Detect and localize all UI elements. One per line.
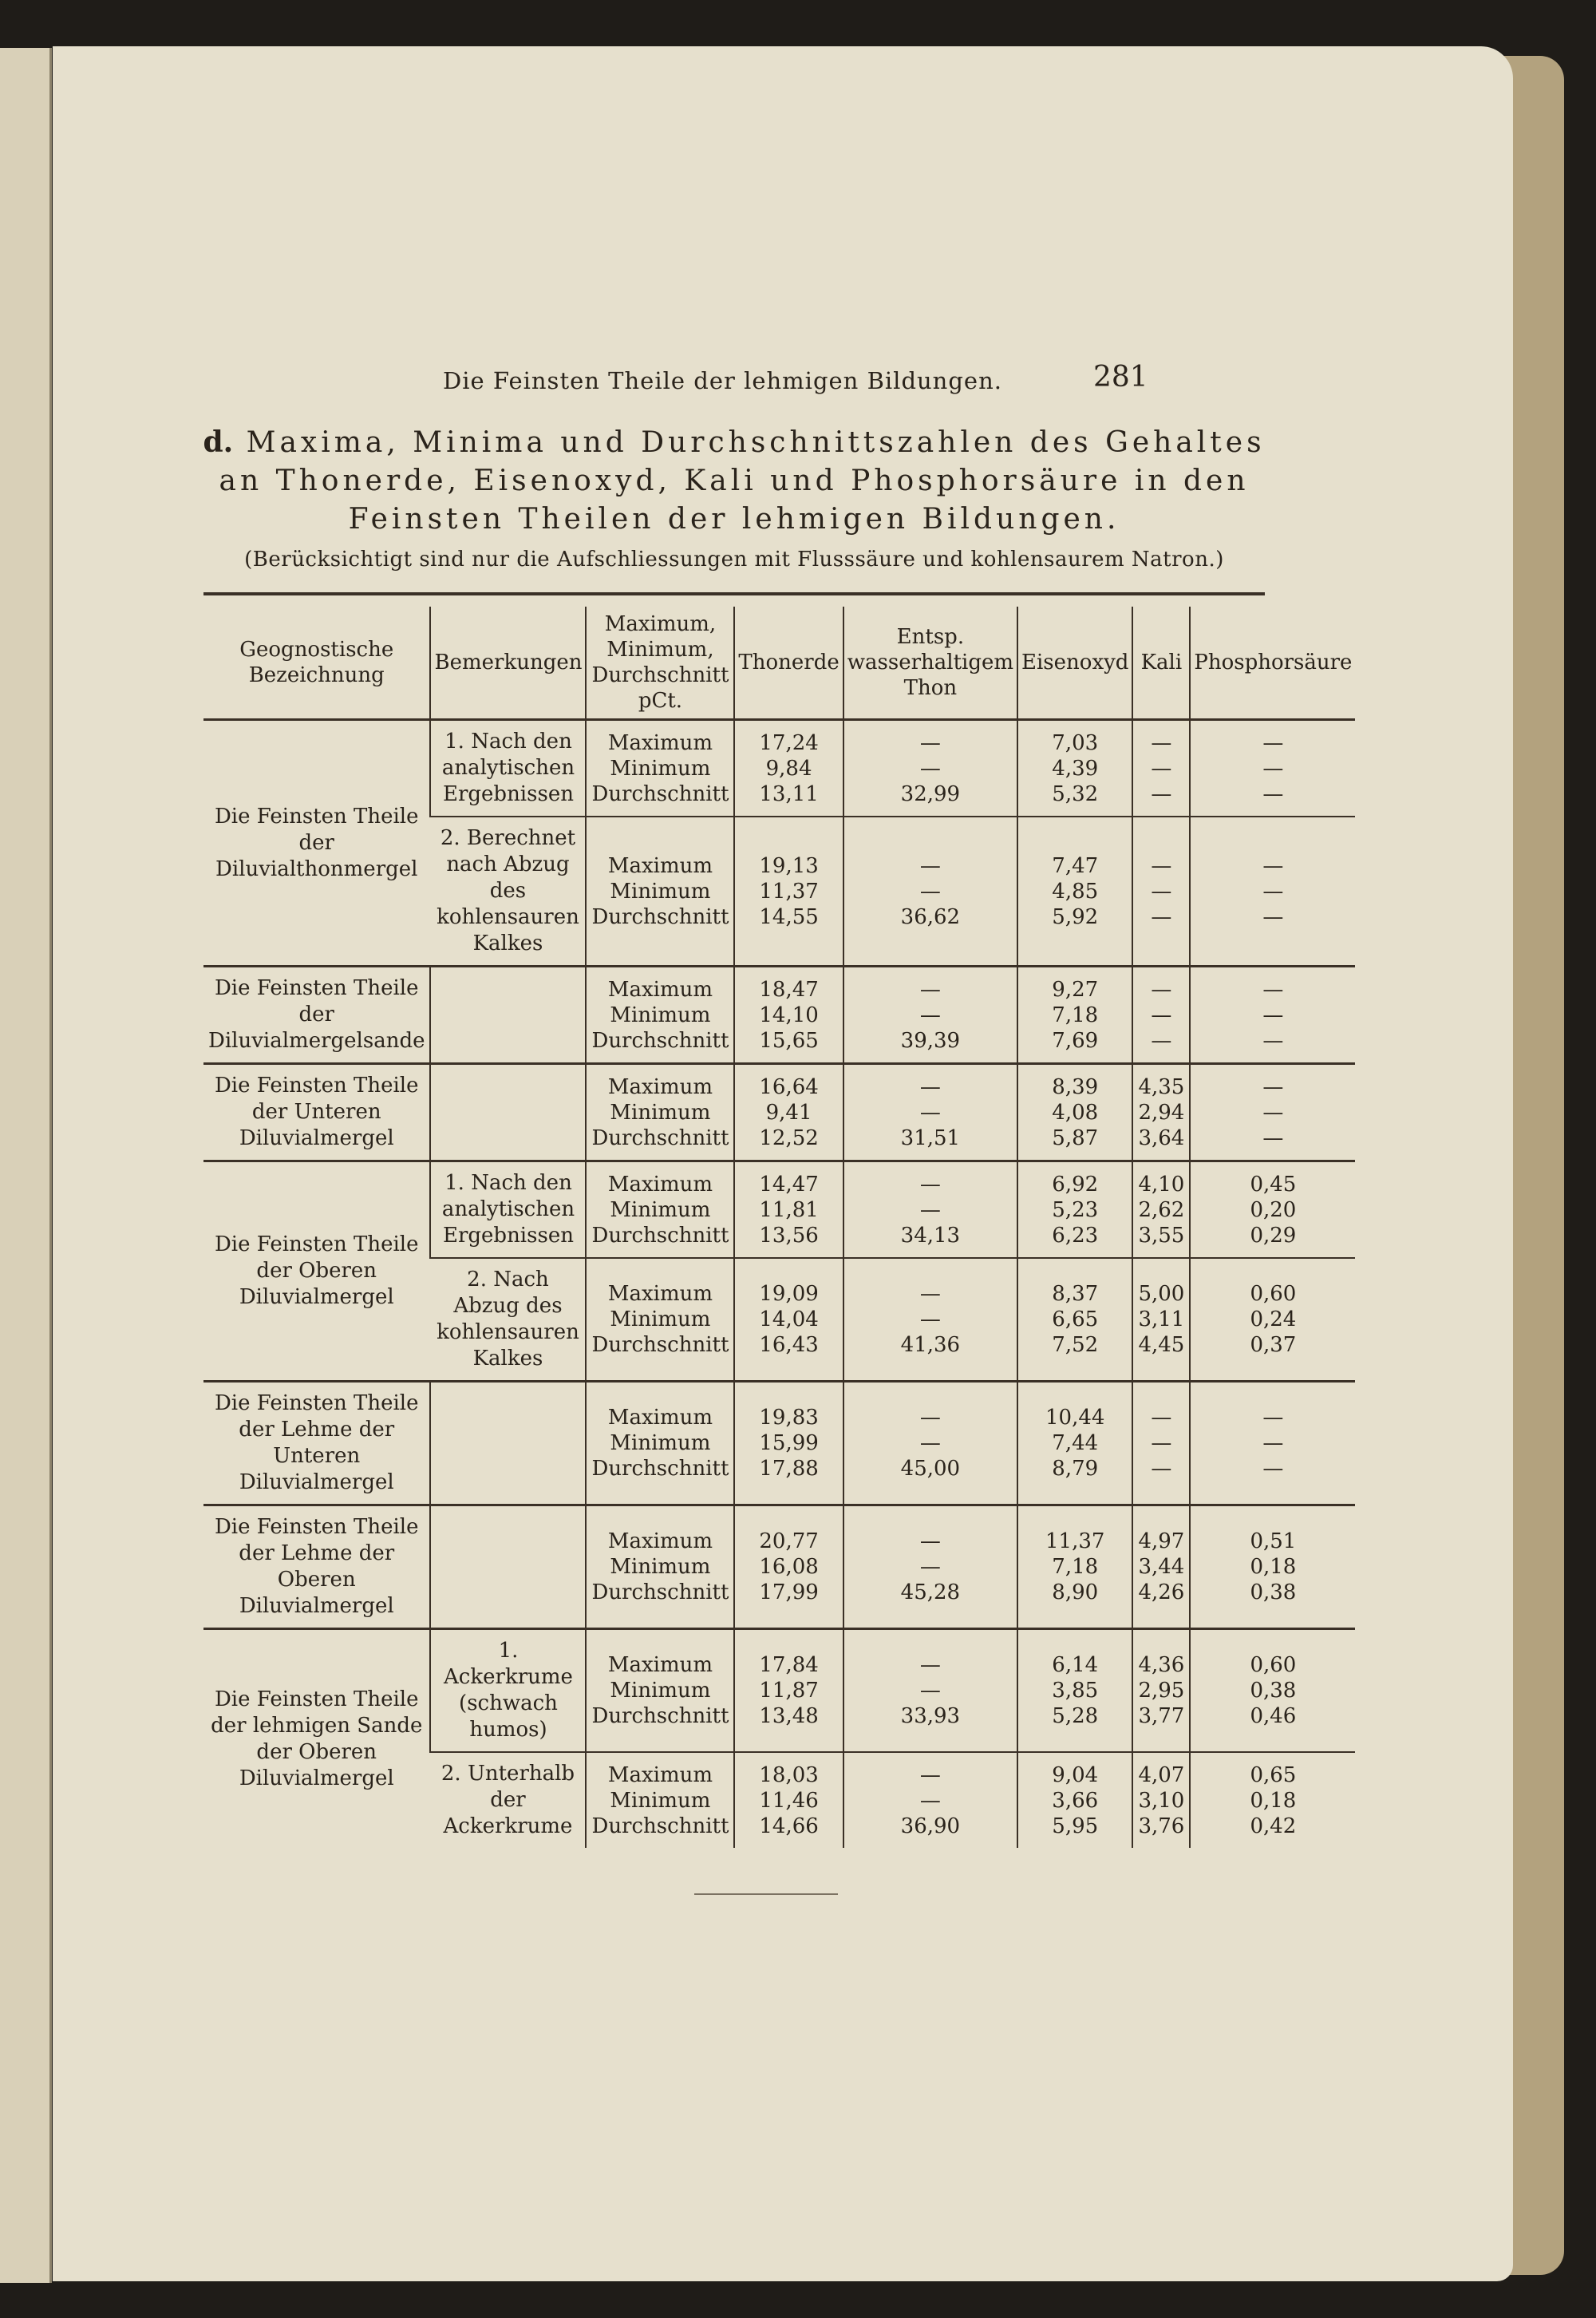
cell-thon-value: 34,13 xyxy=(900,1223,961,1248)
stat-label: Minimum xyxy=(610,1100,711,1125)
cell-thon-value: — xyxy=(919,879,941,904)
cell-thonerde xyxy=(734,1064,843,1161)
cell-phosphor-value: 0,51 xyxy=(1250,1529,1297,1553)
cell-thonerde-value: 15,99 xyxy=(759,1431,819,1455)
cell-eisenoxyd-value: 3,66 xyxy=(1052,1788,1099,1813)
cell-thonerde-value: 19,83 xyxy=(759,1406,819,1430)
stat-label: Durchschnitt xyxy=(591,1580,729,1604)
cell-stat-labels xyxy=(586,817,734,967)
top-rule xyxy=(203,592,1265,595)
cell-stat-labels xyxy=(586,1629,734,1753)
cell-kali-value: 3,76 xyxy=(1138,1814,1185,1838)
cell-thon xyxy=(843,1752,1017,1848)
cell-thon-value: — xyxy=(919,1197,941,1222)
cell-thon-value: — xyxy=(919,853,941,878)
cell-bemerkungen xyxy=(430,967,586,1064)
cell-eisenoxyd-value: 5,92 xyxy=(1052,904,1099,929)
cell-eisenoxyd-value: 7,52 xyxy=(1052,1333,1099,1357)
cell-thon-value: — xyxy=(919,1529,941,1553)
cell-kali-value: 2,94 xyxy=(1138,1100,1185,1125)
table-row xyxy=(203,720,1355,817)
cell-stat-labels xyxy=(586,1382,734,1505)
cell-thonerde-value: 9,84 xyxy=(765,756,812,781)
cell-kali xyxy=(1132,1258,1190,1382)
cell-thon-value: — xyxy=(919,730,941,755)
cell-kali-value: — xyxy=(1151,1406,1172,1430)
cell-stat-labels xyxy=(586,1064,734,1161)
stat-label: Minimum xyxy=(610,1197,711,1222)
cell-stat-labels xyxy=(586,1752,734,1848)
stat-label: Maximum xyxy=(607,1406,713,1430)
cell-eisenoxyd-value: 4,08 xyxy=(1052,1100,1099,1125)
cell-thonerde xyxy=(734,1752,843,1848)
cell-bezeichnung: Die Feinsten Theile der Diluvialmergelsande xyxy=(203,967,430,1064)
cell-eisenoxyd-value: 11,37 xyxy=(1045,1529,1105,1553)
cell-kali-value: 4,36 xyxy=(1138,1653,1185,1677)
cell-thon xyxy=(843,1064,1017,1161)
stat-label: Durchschnitt xyxy=(591,1704,729,1728)
cell-eisenoxyd-value: 7,18 xyxy=(1052,1003,1099,1027)
cell-eisenoxyd-value: 8,79 xyxy=(1052,1457,1099,1481)
cell-eisenoxyd-value: 7,47 xyxy=(1052,853,1099,878)
cell-phosphor-value: — xyxy=(1262,879,1284,904)
stat-label: Minimum xyxy=(610,1003,711,1027)
cell-thonerde-value: 18,03 xyxy=(759,1762,819,1787)
cell-phosphor-value: — xyxy=(1262,1100,1284,1125)
cell-thonerde-value: 17,84 xyxy=(759,1653,819,1677)
stat-label: Minimum xyxy=(610,879,711,904)
cell-thon-value: 39,39 xyxy=(900,1028,961,1053)
table-body xyxy=(203,720,1355,1849)
cell-eisenoxyd xyxy=(1017,817,1132,967)
cell-kali xyxy=(1132,1505,1190,1629)
cell-phosphor-value: 0,45 xyxy=(1250,1172,1297,1197)
cell-thon-value: 36,90 xyxy=(900,1814,961,1838)
cell-thon-value: — xyxy=(919,1172,941,1197)
cell-thon-value: — xyxy=(919,1431,941,1455)
cell-phosphor xyxy=(1190,967,1355,1064)
cell-bemerkungen xyxy=(430,1382,586,1505)
cell-thonerde-value: 16,43 xyxy=(759,1333,819,1357)
cell-bemerkungen xyxy=(430,1064,586,1161)
left-page-edge xyxy=(0,48,52,2283)
cell-kali-value: — xyxy=(1151,1431,1172,1455)
cell-bemerkungen: 1. Nach den analytischen Ergebnissen xyxy=(430,720,586,817)
header-stat: Maximum, Minimum, Durchschnitt pCt. xyxy=(586,607,734,720)
cell-thonerde-value: 17,88 xyxy=(759,1457,819,1481)
cell-kali xyxy=(1132,1161,1190,1259)
cell-thonerde xyxy=(734,1505,843,1629)
cell-thonerde xyxy=(734,1382,843,1505)
cell-thonerde xyxy=(734,1258,843,1382)
cell-phosphor xyxy=(1190,1161,1355,1259)
cell-phosphor-value: 0,42 xyxy=(1250,1814,1297,1838)
cell-eisenoxyd xyxy=(1017,1258,1132,1382)
cell-kali-value: — xyxy=(1151,730,1172,755)
cell-thonerde-value: 12,52 xyxy=(759,1125,819,1150)
table-row xyxy=(203,1629,1355,1753)
cell-eisenoxyd-value: 6,23 xyxy=(1052,1223,1099,1248)
cell-thonerde-value: 14,04 xyxy=(759,1307,819,1331)
cell-kali-value: — xyxy=(1151,1003,1172,1027)
cell-thonerde-value: 11,37 xyxy=(759,879,819,904)
cell-thon-value: — xyxy=(919,977,941,1002)
cell-phosphor xyxy=(1190,1752,1355,1848)
stat-label: Minimum xyxy=(610,1788,711,1813)
cell-eisenoxyd-value: 6,65 xyxy=(1052,1307,1099,1331)
cell-phosphor-value: — xyxy=(1262,1431,1284,1455)
cell-eisenoxyd xyxy=(1017,1629,1132,1753)
title-text: Maxima, Minima und Durchschnittszahlen des Gehaltes an Thonerde, Eisenoxyd, Kali und Phosphorsäure in den Feinsten Theilen der lehmigen Bildungen. xyxy=(219,426,1266,536)
cell-thonerde-value: 9,41 xyxy=(765,1100,812,1125)
cell-phosphor-value: 0,20 xyxy=(1250,1197,1297,1222)
cell-thon xyxy=(843,1382,1017,1505)
table-title xyxy=(200,423,1269,539)
cell-phosphor-value: 0,18 xyxy=(1250,1555,1297,1579)
cell-stat-labels xyxy=(586,1505,734,1629)
cell-eisenoxyd-value: 7,44 xyxy=(1052,1431,1099,1455)
cell-phosphor-value: 0,46 xyxy=(1250,1704,1297,1728)
cell-thonerde-value: 14,10 xyxy=(759,1003,819,1027)
cell-kali-value: 4,45 xyxy=(1138,1333,1185,1357)
cell-phosphor xyxy=(1190,1382,1355,1505)
cell-thon-value: — xyxy=(919,1100,941,1125)
cell-phosphor-value: — xyxy=(1262,1125,1284,1150)
table-row xyxy=(203,1505,1355,1629)
cell-thon-value: 45,00 xyxy=(900,1457,961,1481)
page-number: 281 xyxy=(1093,361,1148,394)
stat-label: Durchschnitt xyxy=(591,1028,729,1053)
cell-bemerkungen: 2. Berechnet nach Abzug des kohlensauren Kalkes xyxy=(430,817,586,967)
stat-label: Minimum xyxy=(610,1555,711,1579)
cell-thonerde xyxy=(734,967,843,1064)
cell-thonerde xyxy=(734,1161,843,1259)
cell-bezeichnung: Die Feinsten Theile der Oberen Diluvialmergel xyxy=(203,1161,430,1382)
cell-eisenoxyd xyxy=(1017,1752,1132,1848)
cell-thon-value: 45,28 xyxy=(900,1580,961,1604)
header-bemerkungen: Bemerkungen xyxy=(430,607,586,720)
cell-thonerde-value: 19,13 xyxy=(759,853,819,878)
cell-kali-value: 3,44 xyxy=(1138,1555,1185,1579)
cell-phosphor-value: — xyxy=(1262,1003,1284,1027)
cell-stat-labels xyxy=(586,1161,734,1259)
cell-kali-value: — xyxy=(1151,977,1172,1002)
cell-eisenoxyd-value: 7,69 xyxy=(1052,1028,1099,1053)
cell-eisenoxyd-value: 5,87 xyxy=(1052,1125,1099,1150)
stat-label: Maximum xyxy=(607,853,713,878)
cell-thon-value: — xyxy=(919,1003,941,1027)
cell-phosphor xyxy=(1190,720,1355,817)
cell-kali-value: — xyxy=(1151,904,1172,929)
stat-label: Minimum xyxy=(610,1679,711,1703)
stat-label: Maximum xyxy=(607,1282,713,1306)
cell-eisenoxyd-value: 3,85 xyxy=(1052,1679,1099,1703)
cell-phosphor xyxy=(1190,1505,1355,1629)
cell-phosphor-value: — xyxy=(1262,756,1284,781)
cell-thonerde-value: 13,48 xyxy=(759,1704,819,1728)
cell-kali xyxy=(1132,1629,1190,1753)
cell-phosphor xyxy=(1190,1064,1355,1161)
cell-phosphor-value: 0,18 xyxy=(1250,1788,1297,1813)
cell-thon xyxy=(843,817,1017,967)
cell-kali-value: — xyxy=(1151,756,1172,781)
cell-eisenoxyd xyxy=(1017,720,1132,817)
cell-kali-value: 4,35 xyxy=(1138,1074,1185,1099)
cell-kali xyxy=(1132,720,1190,817)
cell-bemerkungen: 1. Ackerkrume (schwach humos) xyxy=(430,1629,586,1753)
cell-bezeichnung: Die Feinsten Theile der Diluvialthonmergel xyxy=(203,720,430,967)
cell-stat-labels xyxy=(586,720,734,817)
stat-label: Minimum xyxy=(610,1431,711,1455)
stat-label: Maximum xyxy=(607,1172,713,1197)
header-thonerde: Thonerde xyxy=(734,607,843,720)
cell-eisenoxyd-value: 8,39 xyxy=(1052,1074,1099,1099)
cell-thon xyxy=(843,1629,1017,1753)
cell-phosphor-value: 0,60 xyxy=(1250,1653,1297,1677)
table-row xyxy=(203,967,1355,1064)
cell-bemerkungen: 2. Nach Abzug des kohlensauren Kalkes xyxy=(430,1258,586,1382)
cell-kali-value: — xyxy=(1151,781,1172,806)
cell-phosphor-value: 0,24 xyxy=(1250,1307,1297,1331)
cell-thonerde-value: 13,11 xyxy=(759,781,819,806)
cell-eisenoxyd-value: 5,95 xyxy=(1052,1814,1099,1838)
cell-bezeichnung: Die Feinsten Theile der Lehme der Unteren Diluvialmergel xyxy=(203,1382,430,1505)
cell-thonerde-value: 16,08 xyxy=(759,1555,819,1579)
stat-label: Durchschnitt xyxy=(591,1125,729,1150)
cell-thon-value: — xyxy=(919,1653,941,1677)
stat-label: Maximum xyxy=(607,730,713,755)
cell-thon-value: 36,62 xyxy=(900,904,961,929)
cell-phosphor-value: 0,37 xyxy=(1250,1333,1297,1357)
table-row xyxy=(203,1161,1355,1259)
cell-thonerde xyxy=(734,1629,843,1753)
stat-label: Maximum xyxy=(607,1529,713,1553)
cell-kali-value: 4,07 xyxy=(1138,1762,1185,1787)
cell-thon-value: — xyxy=(919,1406,941,1430)
cell-kali-value: — xyxy=(1151,879,1172,904)
cell-eisenoxyd-value: 5,28 xyxy=(1052,1704,1099,1728)
cell-thon xyxy=(843,1258,1017,1382)
cell-kali-value: 4,26 xyxy=(1138,1580,1185,1604)
stat-label: Maximum xyxy=(607,977,713,1002)
cell-kali xyxy=(1132,1064,1190,1161)
header-kali: Kali xyxy=(1132,607,1190,720)
header-row xyxy=(203,607,1355,720)
cell-thonerde-value: 20,77 xyxy=(759,1529,819,1553)
cell-kali-value: 3,10 xyxy=(1138,1788,1185,1813)
cell-eisenoxyd-value: 6,92 xyxy=(1052,1172,1099,1197)
running-head: Die Feinsten Theile der lehmigen Bildungen. xyxy=(443,367,1002,394)
cell-thonerde-value: 14,47 xyxy=(759,1172,819,1197)
stat-label: Durchschnitt xyxy=(591,904,729,929)
cell-phosphor-value: 0,38 xyxy=(1250,1679,1297,1703)
cell-thon-value: 33,93 xyxy=(900,1704,961,1728)
cell-thonerde-value: 15,65 xyxy=(759,1028,819,1053)
cell-thonerde-value: 13,56 xyxy=(759,1223,819,1248)
cell-bemerkungen: 2. Unterhalb der Ackerkrume xyxy=(430,1752,586,1848)
cell-eisenoxyd xyxy=(1017,1064,1132,1161)
cell-phosphor-value: — xyxy=(1262,1457,1284,1481)
cell-phosphor-value: — xyxy=(1262,1028,1284,1053)
cell-kali xyxy=(1132,817,1190,967)
cell-kali-value: 2,62 xyxy=(1138,1197,1185,1222)
cell-bemerkungen: 1. Nach den analytischen Ergebnissen xyxy=(430,1161,586,1259)
stat-label: Maximum xyxy=(607,1762,713,1787)
stat-label: Durchschnitt xyxy=(591,1457,729,1481)
cell-thonerde-value: 11,46 xyxy=(759,1788,819,1813)
stat-label: Minimum xyxy=(610,1307,711,1331)
table-subtitle: (Berücksichtigt sind nur die Aufschliessungen mit Flusssäure und kohlensaurem Natron.) xyxy=(244,548,1224,572)
table-row xyxy=(203,1382,1355,1505)
cell-thonerde-value: 14,66 xyxy=(759,1814,819,1838)
cell-thon-value: — xyxy=(919,1074,941,1099)
cell-thonerde-value: 19,09 xyxy=(759,1282,819,1306)
cell-thon-value: 32,99 xyxy=(900,781,961,806)
cell-thon-value: — xyxy=(919,1788,941,1813)
cell-phosphor-value: 0,65 xyxy=(1250,1762,1297,1787)
cell-thon xyxy=(843,720,1017,817)
table-row xyxy=(203,1064,1355,1161)
cell-eisenoxyd-value: 10,44 xyxy=(1045,1406,1105,1430)
cell-kali-value: 3,64 xyxy=(1138,1125,1185,1150)
cell-bemerkungen xyxy=(430,1505,586,1629)
cell-phosphor-value: — xyxy=(1262,977,1284,1002)
footer-rule xyxy=(694,1893,838,1895)
cell-phosphor xyxy=(1190,1629,1355,1753)
stat-label: Durchschnitt xyxy=(591,1333,729,1357)
cell-thonerde-value: 16,64 xyxy=(759,1074,819,1099)
cell-kali-value: — xyxy=(1151,1457,1172,1481)
stat-label: Durchschnitt xyxy=(591,1814,729,1838)
cell-kali-value: 5,00 xyxy=(1138,1282,1185,1306)
cell-thonerde-value: 14,55 xyxy=(759,904,819,929)
stat-label: Maximum xyxy=(607,1074,713,1099)
cell-eisenoxyd xyxy=(1017,1161,1132,1259)
header-eisenoxyd: Eisenoxyd xyxy=(1017,607,1132,720)
cell-thon xyxy=(843,1161,1017,1259)
cell-bezeichnung: Die Feinsten Theile der lehmigen Sande der Oberen Diluvialmergel xyxy=(203,1629,430,1849)
cell-thonerde-value: 18,47 xyxy=(759,977,819,1002)
cell-eisenoxyd-value: 4,39 xyxy=(1052,756,1099,781)
cell-kali-value: 4,10 xyxy=(1138,1172,1185,1197)
cell-thon xyxy=(843,1505,1017,1629)
cell-thon-value: — xyxy=(919,756,941,781)
cell-kali-value: 3,11 xyxy=(1138,1307,1185,1331)
cell-eisenoxyd-value: 4,85 xyxy=(1052,879,1099,904)
cell-bezeichnung: Die Feinsten Theile der Lehme der Oberen Diluvialmergel xyxy=(203,1505,430,1629)
cell-eisenoxyd xyxy=(1017,1505,1132,1629)
cell-thonerde xyxy=(734,817,843,967)
cell-phosphor-value: 0,38 xyxy=(1250,1580,1297,1604)
stat-label: Minimum xyxy=(610,756,711,781)
cell-thon-value: — xyxy=(919,1555,941,1579)
cell-eisenoxyd-value: 5,32 xyxy=(1052,781,1099,806)
cell-kali-value: — xyxy=(1151,1028,1172,1053)
stat-label: Maximum xyxy=(607,1653,713,1677)
cell-eisenoxyd-value: 5,23 xyxy=(1052,1197,1099,1222)
cell-thon-value: — xyxy=(919,1679,941,1703)
cell-thon xyxy=(843,967,1017,1064)
cell-thon-value: — xyxy=(919,1282,941,1306)
cell-phosphor xyxy=(1190,1258,1355,1382)
cell-phosphor-value: 0,29 xyxy=(1250,1223,1297,1248)
cell-stat-labels xyxy=(586,967,734,1064)
cell-thon-value: — xyxy=(919,1307,941,1331)
cell-kali-value: 3,77 xyxy=(1138,1704,1185,1728)
cell-thon-value: — xyxy=(919,1762,941,1787)
header-thon: Entsp. wasserhaltigem Thon xyxy=(843,607,1017,720)
cell-kali xyxy=(1132,1382,1190,1505)
cell-kali xyxy=(1132,967,1190,1064)
cell-phosphor-value: — xyxy=(1262,1406,1284,1430)
cell-eisenoxyd-value: 9,04 xyxy=(1052,1762,1099,1787)
cell-thonerde-value: 17,99 xyxy=(759,1580,819,1604)
cell-thonerde-value: 17,24 xyxy=(759,730,819,755)
cell-kali xyxy=(1132,1752,1190,1848)
cell-thonerde-value: 11,87 xyxy=(759,1679,819,1703)
stat-label: Durchschnitt xyxy=(591,1223,729,1248)
cell-phosphor-value: 0,60 xyxy=(1250,1282,1297,1306)
cell-phosphor-value: — xyxy=(1262,853,1284,878)
cell-thon-value: 41,36 xyxy=(900,1333,961,1357)
header-phosphor: Phosphorsäure xyxy=(1190,607,1355,720)
cell-eisenoxyd-value: 8,37 xyxy=(1052,1282,1099,1306)
cell-eisenoxyd xyxy=(1017,967,1132,1064)
cell-kali-value: 4,97 xyxy=(1138,1529,1185,1553)
cell-phosphor-value: — xyxy=(1262,1074,1284,1099)
cell-kali-value: 2,95 xyxy=(1138,1679,1185,1703)
cell-kali-value: 3,55 xyxy=(1138,1223,1185,1248)
cell-eisenoxyd-value: 9,27 xyxy=(1052,977,1099,1002)
cell-eisenoxyd-value: 6,14 xyxy=(1052,1653,1099,1677)
cell-eisenoxyd xyxy=(1017,1382,1132,1505)
stat-label: Durchschnitt xyxy=(591,781,729,806)
cell-stat-labels xyxy=(586,1258,734,1382)
cell-phosphor-value: — xyxy=(1262,730,1284,755)
cell-eisenoxyd-value: 8,90 xyxy=(1052,1580,1099,1604)
cell-phosphor-value: — xyxy=(1262,904,1284,929)
cell-thonerde xyxy=(734,720,843,817)
title-label: d. xyxy=(203,425,234,459)
cell-thonerde-value: 11,81 xyxy=(759,1197,819,1222)
cell-thon-value: 31,51 xyxy=(900,1125,961,1150)
cell-kali-value: — xyxy=(1151,853,1172,878)
cell-phosphor-value: — xyxy=(1262,781,1284,806)
header-bezeichnung: Geognostische Bezeichnung xyxy=(203,607,430,720)
cell-eisenoxyd-value: 7,03 xyxy=(1052,730,1099,755)
cell-bezeichnung: Die Feinsten Theile der Unteren Diluvialmergel xyxy=(203,1064,430,1161)
cell-eisenoxyd-value: 7,18 xyxy=(1052,1555,1099,1579)
cell-phosphor xyxy=(1190,817,1355,967)
data-table xyxy=(203,607,1355,1848)
